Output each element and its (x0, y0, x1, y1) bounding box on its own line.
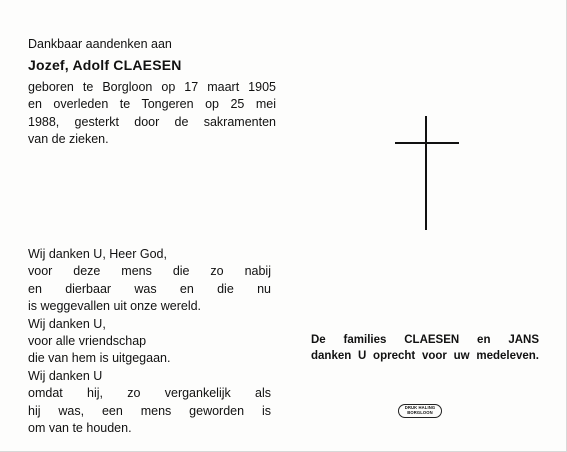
prayer-line: is weggevallen uit onze wereld. (28, 299, 202, 314)
thanks-line: De families CLAESEN en JANS (311, 334, 539, 346)
bio-line: van de zieken. (28, 131, 109, 146)
intro-text: Dankbaar aandenken aan (28, 37, 172, 51)
prayer-line: voor deze mens die zo nabij (28, 264, 271, 279)
prayer-line: en dierbaar was en die nu (28, 281, 271, 296)
prayer-line: Wij danken U (28, 368, 103, 383)
bio-line: geboren te Borgloon op 17 maart 1905 (28, 80, 276, 94)
cross-horizontal-bar (395, 142, 459, 144)
cross-vertical-bar (425, 116, 427, 230)
family-thanks (311, 332, 539, 364)
thanks-line: danken U oprecht voor uw medeleven. (311, 350, 539, 362)
bio-line: en overleden te Tongeren op 25 mei (28, 97, 276, 112)
prayer-line: Wij danken U, (28, 316, 106, 331)
printer-town: BORGLOON (407, 410, 433, 415)
deceased-name: Jozef, Adolf CLAESEN (28, 57, 182, 73)
bio-line: 1988, gesterkt door de sakramenten (28, 114, 276, 129)
prayer-line: die van hem is uitgegaan. (28, 351, 171, 366)
biography (28, 79, 276, 148)
printer-stamp (398, 404, 442, 418)
latin-cross-icon (395, 116, 459, 230)
prayer (28, 246, 271, 437)
prayer-line: Wij danken U, Heer God, (28, 247, 167, 261)
prayer-line: omdat hij, zo vergankelijk als (28, 386, 271, 401)
prayer-line: hij was, een mens geworden is (28, 403, 271, 418)
prayer-line: om van te houden. (28, 421, 132, 436)
printer-name: DRUK HALING (404, 405, 436, 411)
prayer-line: voor alle vriendschap (28, 334, 147, 349)
